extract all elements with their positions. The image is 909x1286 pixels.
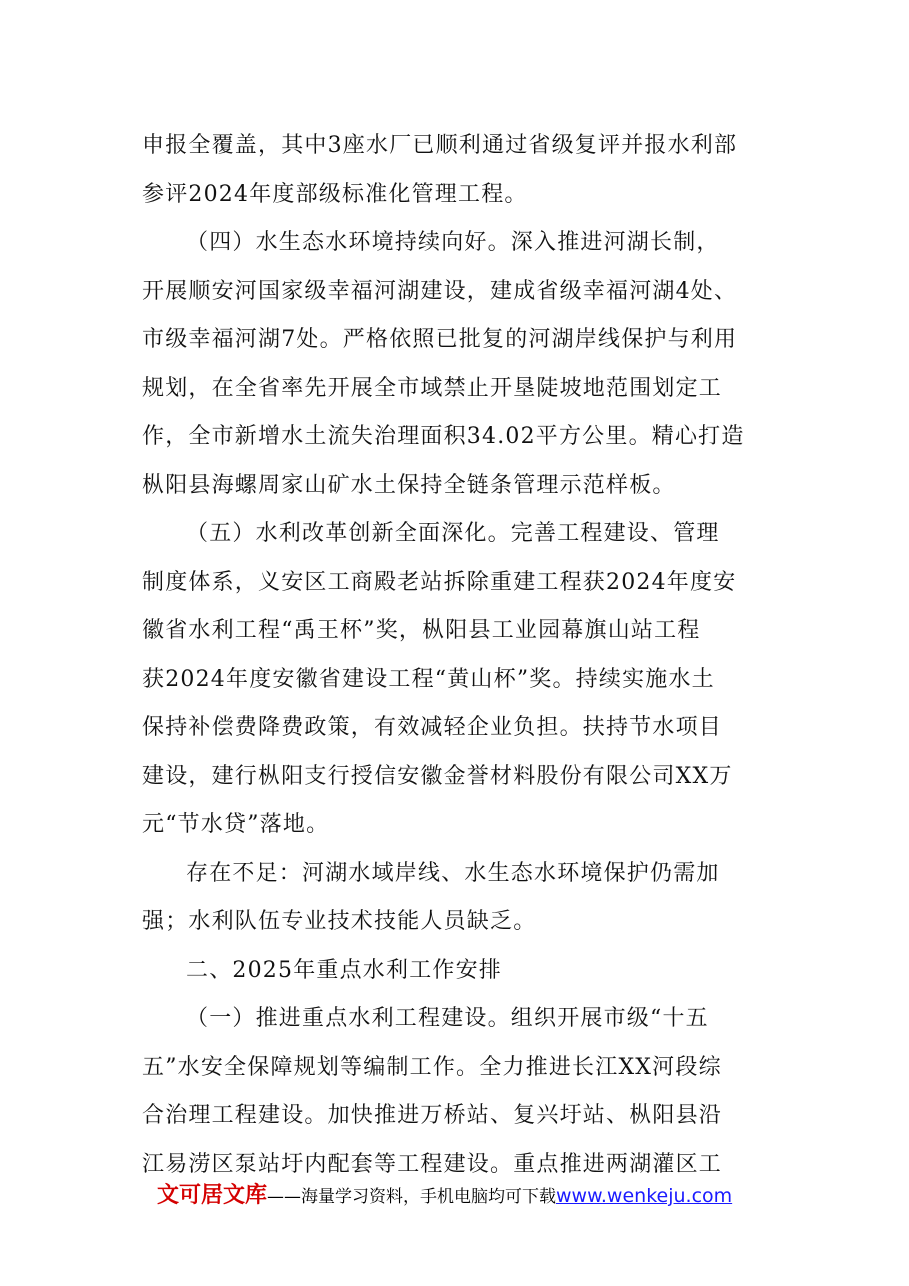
section-heading-line: （四）水生态水环境持续向好。深入推进河湖长制， xyxy=(186,230,720,255)
footer-banner xyxy=(157,1180,797,1212)
shortcomings-line: 存在不足：河湖水域岸线、水生态水环境保护仍需加 xyxy=(186,860,720,886)
paragraph-line: 作，全市新增水土流失治理面积34.02平方公里。精心打造 xyxy=(142,424,745,449)
paragraph-line: 强；水利队伍专业技术技能人员缺乏。 xyxy=(142,909,537,934)
section-heading-line: （一）推进重点水利工程建设。组织开展市级“十五 xyxy=(186,1006,709,1031)
paragraph-line: 申报全覆盖，其中3座水厂已顺利通过省级复评并报水利部 xyxy=(142,133,738,158)
footer-link[interactable]: www.wenkeju.com xyxy=(556,1185,733,1207)
footer-brand: 文可居文库 xyxy=(157,1183,268,1208)
paragraph-line: 保持补偿费降费政策，有效减轻企业负担。扶持节水项目 xyxy=(142,715,723,740)
paragraph-line: 制度体系，义安区工商殿老站拆除重建工程获2024年度安 xyxy=(142,569,737,595)
paragraph-line: 开展顺安河国家级幸福河湖建设，建成省级幸福河湖4处、 xyxy=(142,278,738,304)
paragraph-line: 江易涝区泵站圩内配套等工程建设。重点推进两湖灌区工 xyxy=(142,1151,723,1177)
paragraph-line: 徽省水利工程“禹王杯”奖，枞阳县工业园幕旗山站工程 xyxy=(142,618,701,643)
paragraph-line: 元“节水贷”落地。 xyxy=(142,812,330,837)
paragraph-line: 枞阳县海螺周家山矿水土保持全链条管理示范样板。 xyxy=(142,472,676,498)
paragraph-line: 获2024年度安徽省建设工程“黄山杯”奖。持续实施水土 xyxy=(142,666,715,692)
section-heading-line: （五）水利改革创新全面深化。完善工程建设、管理 xyxy=(186,521,720,546)
paragraph-line: 五”水安全保障规划等编制工作。全力推进长江XX河段综 xyxy=(142,1054,722,1080)
paragraph-line: 规划，在全省率先开展全市域禁止开垦陡坡地范围划定工 xyxy=(142,375,723,401)
paragraph-line: 合治理工程建设。加快推进万桥站、复兴圩站、枞阳县沿 xyxy=(142,1103,723,1128)
footer-description: ——海量学习资料，手机电脑均可下载 xyxy=(267,1187,557,1207)
paragraph-line: 参评2024年度部级标准化管理工程。 xyxy=(142,181,528,207)
paragraph-line: 市级幸福河湖7处。严格依照已批复的河湖岸线保护与利用 xyxy=(142,327,738,352)
paragraph-line: 建设，建行枞阳支行授信安徽金誉材料股份有限公司XX万 xyxy=(142,763,733,789)
document-body xyxy=(142,122,770,1189)
chapter-heading: 二、2025年重点水利工作安排 xyxy=(186,957,502,983)
